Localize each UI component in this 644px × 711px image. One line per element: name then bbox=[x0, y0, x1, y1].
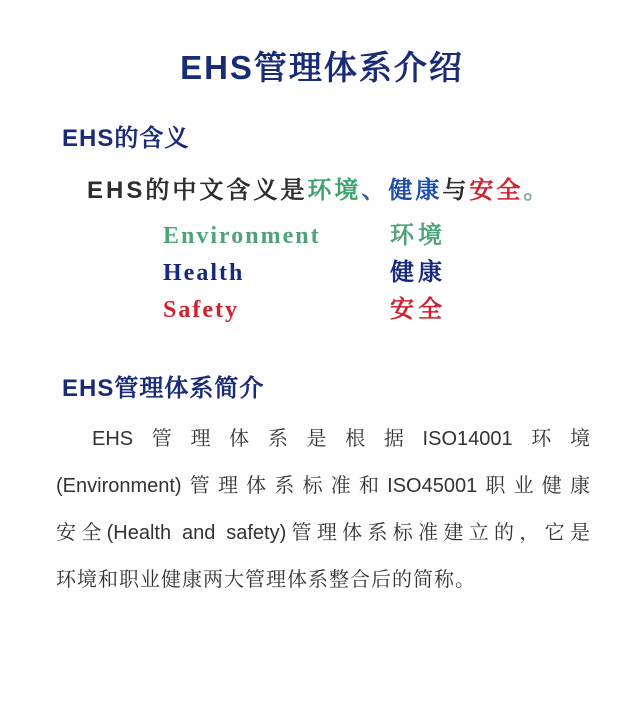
sentence-term-environment: 环境 bbox=[307, 177, 362, 204]
sentence-term-safety: 安全 bbox=[469, 177, 524, 204]
glossary-en-environment: Environment bbox=[163, 223, 321, 249]
glossary-row-safety bbox=[163, 292, 446, 329]
sentence-prefix: EHS的中文含义是 bbox=[87, 177, 308, 204]
sentence-period: 。 bbox=[523, 177, 551, 204]
paragraph-line-1: EHS管理体系是根据ISO14001环境 bbox=[92, 428, 590, 450]
glossary-zh-health: 健康 bbox=[390, 260, 446, 286]
glossary-row-health bbox=[163, 255, 446, 292]
glossary-row-environment bbox=[163, 218, 446, 255]
glossary-table bbox=[163, 218, 446, 329]
paragraph-line-2: (Environment)管理体系标准和ISO45001职业健康 bbox=[56, 475, 590, 497]
sentence-conjunction: 与 bbox=[442, 177, 470, 204]
meaning-sentence bbox=[87, 170, 550, 205]
glossary-en-safety: Safety bbox=[163, 297, 239, 323]
sentence-term-health: 健康 bbox=[388, 177, 443, 204]
glossary-en-health: Health bbox=[163, 260, 245, 286]
intro-paragraph bbox=[56, 416, 590, 604]
section-heading-meaning: EHS的含义 bbox=[62, 125, 190, 152]
page-title: EHS管理体系介绍 bbox=[180, 49, 464, 86]
paragraph-line-3: 安全(Health and safety)管理体系标准建立的，它是 bbox=[56, 522, 590, 544]
glossary-zh-environment: 环境 bbox=[390, 223, 446, 249]
glossary-zh-safety: 安全 bbox=[390, 297, 446, 323]
sentence-comma: 、 bbox=[361, 177, 389, 204]
section-heading-intro: EHS管理体系简介 bbox=[62, 375, 265, 402]
paragraph-line-4: 环境和职业健康两大管理体系整合后的简称。 bbox=[56, 569, 476, 591]
